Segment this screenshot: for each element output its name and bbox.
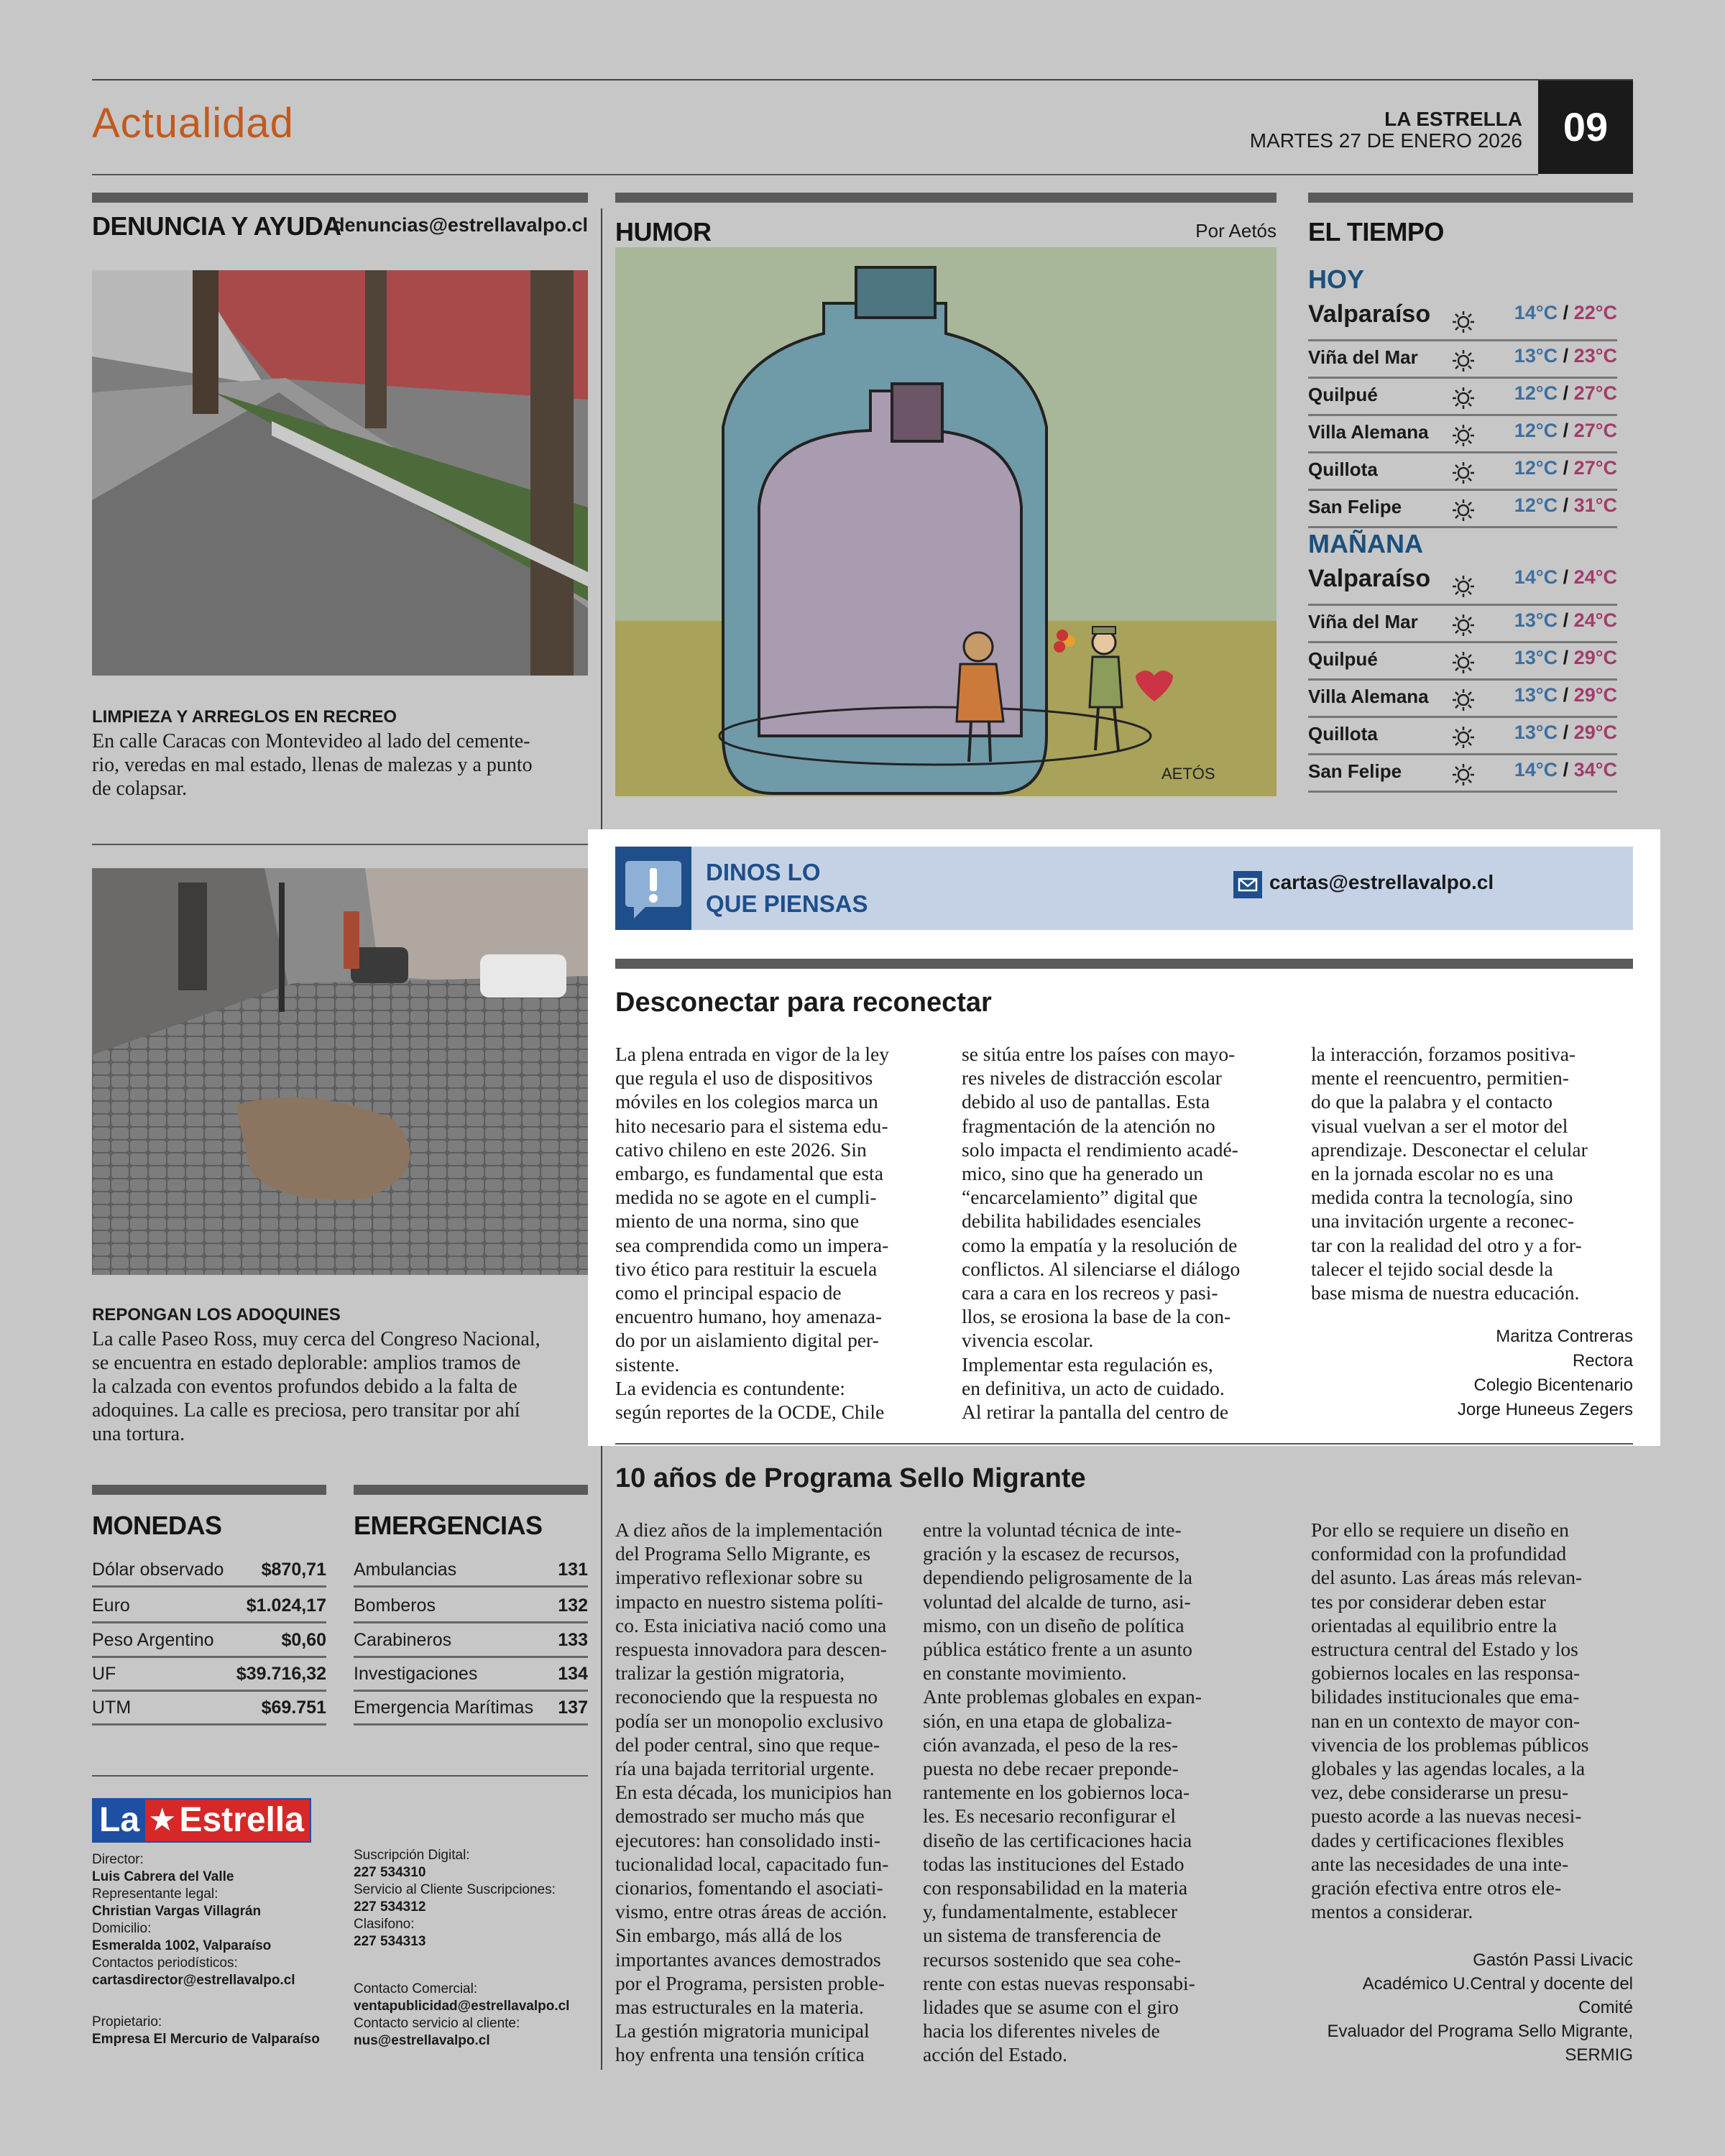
list-item xyxy=(354,1588,588,1623)
item-value: 134 xyxy=(558,1664,588,1684)
weather-city: Villa Alemana xyxy=(1308,421,1429,443)
list-item xyxy=(92,1552,326,1588)
weather-row xyxy=(1308,755,1617,793)
temp-min: 14°C xyxy=(1514,759,1558,780)
masthead-value: Christian Vargas Villagrán xyxy=(92,1904,262,1919)
masthead-label: Clasifono: xyxy=(354,1917,415,1932)
temp-separator: / xyxy=(1563,420,1569,441)
list-item xyxy=(92,1657,326,1692)
sun-icon xyxy=(1452,387,1475,410)
star-icon: ★ xyxy=(145,1800,179,1841)
letter-column: A diez años de la implementación del Programa Sello Migrante, es imperativo reflexionar sobre su impacto en nuestro sistema políti- co. Esta iniciativa nació como una respuesta innovadora para descen- tralizar la gestión migratoria, reconociendo que la respuesta no podía ser un monopolio exclusivo del poder central, sino que reque- ría una bajada territorial urgente. En esta década, los municipios han demostrado ser mucho más que ejecutores: han consolidado insti- tucionalidad local, capacitado fun- cionarios, fomentando el asociati- vismo, entre otras áreas de acción. Sin embargo, más allá de los importantes avances demostrados por el Programa, persisten proble- mas estructurales en la materia. La gestión migratoria municipal hoy enfrenta una tensión crítica xyxy=(615,1519,892,2066)
owner-label: Propietario: xyxy=(92,2014,162,2030)
page-number-box xyxy=(1538,80,1633,174)
weather-today-label: HOY xyxy=(1308,264,1365,294)
item-label: UF xyxy=(92,1664,116,1684)
weather-city: Valparaíso xyxy=(1308,300,1431,328)
weather-row xyxy=(1308,605,1617,643)
temp-separator: / xyxy=(1563,609,1569,631)
temp-min: 13°C xyxy=(1514,684,1558,706)
weather-city: Viña del Mar xyxy=(1308,346,1418,368)
section-bar xyxy=(615,193,1276,203)
weather-row xyxy=(1308,562,1617,606)
masthead-left xyxy=(92,1851,336,1989)
weather-row xyxy=(1308,453,1617,491)
masthead-label: Representante legal: xyxy=(92,1886,218,1902)
temp-min: 12°C xyxy=(1514,494,1558,516)
temp-min: 12°C xyxy=(1514,420,1558,441)
weather-row xyxy=(1308,378,1617,416)
page-number: 09 xyxy=(1563,104,1609,149)
weather-city: Valparaíso xyxy=(1308,565,1431,592)
signature-line: Gastón Passi Livacic xyxy=(1473,1950,1633,1970)
weather-row xyxy=(1308,415,1617,453)
letter-column: La plena entrada en vigor de la ley que regula el uso de dispositivos móviles en los colegios marca un hito necesario para el sistema edu- cativo chileno en este 2026. Sin embargo, es fundamental que esta medida no se agote en el cumpli- miento de una norma, sino que sea comprendida como un impera- tivo ético para restituir la escuela como el principal espacio de encuentro humano, hoy amenaza- do por un aislamiento digital per- sistente. La evidencia es contundente: según reportes de la OCDE, Chile xyxy=(615,1043,889,1424)
temp-separator: / xyxy=(1563,759,1569,780)
item-value: 132 xyxy=(558,1595,588,1616)
temp-min: 14°C xyxy=(1514,566,1558,588)
weather-row xyxy=(1308,680,1617,718)
section-bar xyxy=(1308,193,1633,203)
letter-column: Por ello se requiere un diseño en conformidad con la profundidad del asunto. Las áreas más relevan- tes por considerar deben estar orientadas al equilibrio entre la estructura central del Estado y los gobiernos locales en las responsa- bilidades institucionales que ema- nan en un contexto de mayor con- vivencia de los problemas públicos globales y las agendas locales, a la vez, debe considerarse un presu- puesto acorde a las nuevas necesi- dades y certificaciones flexibles ante las necesidades de una inte- gración efectiva entre otros ele- mentos a considerar. xyxy=(1311,1519,1589,1923)
sun-icon xyxy=(1452,726,1475,749)
signature-line: Comité xyxy=(1578,1998,1633,2017)
temp-max: 27°C xyxy=(1573,420,1617,441)
section-bar xyxy=(354,1485,588,1495)
divider xyxy=(92,1775,588,1777)
temp-min: 13°C xyxy=(1514,647,1558,668)
temp-max: 29°C xyxy=(1573,722,1617,743)
item-value: $0,60 xyxy=(281,1630,326,1650)
estrella-logo xyxy=(92,1798,311,1843)
masthead-value[interactable]: nus@estrellavalpo.cl xyxy=(354,2033,490,2048)
denuncia-item-text: En calle Caracas con Montevideo al lado del cemente- rio, veredas en mal estado, llenas de malezas y a punto de colapsar. xyxy=(92,730,533,800)
temp-min: 14°C xyxy=(1514,302,1558,323)
list-item xyxy=(354,1690,588,1726)
sun-icon xyxy=(1452,461,1475,484)
photo-sidewalk xyxy=(92,270,588,676)
denuncia-item-text: La calle Paseo Ross, muy cerca del Congreso Nacional, se encuentra en estado deplorable: amplios tramos de la calzada con eventos profundos debido a la falta de adoquines. La calle es preciosa, pero transitar por ahí una tortura. xyxy=(92,1328,540,1445)
temp-max: 27°C xyxy=(1573,382,1617,404)
item-value: 131 xyxy=(558,1560,588,1580)
temp-separator: / xyxy=(1563,647,1569,668)
letter-column: la interacción, forzamos positiva- mente el reencuentro, permitien- do que la palabra y el contacto visual vuelvan a ser el motor del aprendizaje. Desconectar el celular en la jornada escolar no es una medida contra la tecnología, sino una invitación urgente a reconec- tar con la realidad del otro y a for- talecer el tejido social desde la base misma de nuestra educación. xyxy=(1311,1043,1588,1304)
photo-cobblestone xyxy=(92,868,588,1275)
letter-column: entre la voluntad técnica de inte- gración y la escasez de recursos, dependiendo peligrosamente de la voluntad del alcalde de turno, asi- mismo, con un diseño de política pública estático frente a un asunto en constante movimiento. Ante problemas globales en expan- sión, en una etapa de globaliza- ción avanzada, el peso de la res- puesta no debe recaer preponde- rantemente en los gobiernos loca- les. Es necesario reconfigurar el diseño de las certificaciones hacia todas las instituciones del Estado con responsabilidad en la materia y, fundamentalmente, establecer un sistema de transferencia de recursos sostenido que sea cohe- rente con estas nuevas responsabi- lidades que se asume con el giro hacia los diferentes niveles de acción del Estado. xyxy=(923,1519,1202,2066)
masthead-label: Contacto Comercial: xyxy=(354,1981,478,1996)
masthead-label: Servicio al Cliente Suscripciones: xyxy=(354,1882,556,1897)
masthead-contacts xyxy=(354,1981,598,2050)
cartoon-signature: AETÓS xyxy=(1162,765,1215,783)
masthead-label: Domicilio: xyxy=(92,1921,152,1936)
section-bar xyxy=(615,959,1633,969)
signature-line: Académico U.Central y docente del xyxy=(1362,1974,1633,1994)
section-title: Actualidad xyxy=(92,100,294,147)
masthead-owner xyxy=(92,2014,336,2048)
masthead-right xyxy=(354,1847,591,1950)
section-bar xyxy=(92,193,588,203)
denuncia-title: DENUNCIA Y AYUDA xyxy=(92,211,341,241)
masthead-value: 227 534312 xyxy=(354,1899,426,1915)
item-value: $1.024,17 xyxy=(246,1595,326,1616)
logo-right: Estrella xyxy=(179,1800,309,1841)
header-rule xyxy=(92,174,1538,175)
masthead-label: Contacto servicio al cliente: xyxy=(354,2016,520,2031)
letter-title: 10 años de Programa Sello Migrante xyxy=(615,1463,1086,1493)
sun-icon xyxy=(1452,688,1475,711)
sun-icon xyxy=(1452,424,1475,447)
item-value: 133 xyxy=(558,1630,588,1650)
item-label: Carabineros xyxy=(354,1630,452,1650)
monedas-title: MONEDAS xyxy=(92,1511,222,1540)
owner-value: Empresa El Mercurio de Valparaíso xyxy=(92,2032,320,2047)
masthead-label: Contactos periodísticos: xyxy=(92,1955,238,1971)
list-item xyxy=(354,1623,588,1658)
weather-title: EL TIEMPO xyxy=(1308,217,1444,247)
masthead-value: 227 534310 xyxy=(354,1865,426,1880)
signature-line: Rectora xyxy=(1572,1351,1633,1370)
item-label: Investigaciones xyxy=(354,1664,478,1684)
weather-row xyxy=(1308,490,1617,528)
temp-min: 13°C xyxy=(1514,609,1558,631)
temp-max: 22°C xyxy=(1573,302,1617,323)
sun-icon xyxy=(1452,763,1475,786)
temp-max: 34°C xyxy=(1573,759,1617,780)
sun-icon xyxy=(1452,614,1475,637)
dinos-email[interactable]: cartas@estrellavalpo.cl xyxy=(1269,871,1494,893)
weather-city: Quillota xyxy=(1308,459,1378,480)
temp-min: 12°C xyxy=(1514,457,1558,479)
masthead-value: 227 534313 xyxy=(354,1934,426,1949)
issue-date: MARTES 27 DE ENERO 2026 xyxy=(1249,129,1522,152)
section-bar xyxy=(92,1485,326,1495)
temp-separator: / xyxy=(1563,494,1569,516)
weather-row xyxy=(1308,341,1617,379)
item-value: $69.751 xyxy=(261,1697,326,1718)
sun-icon xyxy=(1452,575,1475,598)
letter-signature xyxy=(1311,1950,1633,2080)
denuncia-email[interactable]: denuncias@estrellavalpo.cl xyxy=(333,214,588,236)
temp-separator: / xyxy=(1563,684,1569,706)
temp-separator: / xyxy=(1563,566,1569,588)
item-label: UTM xyxy=(92,1697,132,1718)
paper-name: LA ESTRELLA xyxy=(1384,108,1522,130)
list-item xyxy=(92,1588,326,1623)
masthead-label: Director: xyxy=(92,1852,144,1867)
weather-tomorrow-label: MAÑANA xyxy=(1308,529,1423,558)
item-label: Bomberos xyxy=(354,1595,436,1616)
item-value: $39.716,32 xyxy=(236,1664,326,1684)
weather-city: Villa Alemana xyxy=(1308,686,1429,707)
weather-city: Viña del Mar xyxy=(1308,611,1418,632)
weather-city: Quilpué xyxy=(1308,648,1378,670)
letter-title: Desconectar para reconectar xyxy=(615,987,992,1018)
top-rule xyxy=(92,79,1633,80)
temp-separator: / xyxy=(1563,345,1569,367)
list-item xyxy=(92,1623,326,1658)
weather-city: San Felipe xyxy=(1308,496,1402,517)
masthead-label: Suscripción Digital: xyxy=(354,1848,470,1863)
temp-max: 27°C xyxy=(1573,457,1617,479)
temp-max: 29°C xyxy=(1573,647,1617,668)
weather-row xyxy=(1308,298,1617,341)
temp-min: 13°C xyxy=(1514,345,1558,367)
divider xyxy=(92,844,588,845)
sun-icon xyxy=(1452,349,1475,372)
signature-line: Jorge Huneeus Zegers xyxy=(1457,1400,1633,1419)
speech-exclamation-icon xyxy=(615,847,691,930)
humor-byline: Por Aetós xyxy=(1195,220,1276,241)
mail-icon xyxy=(1233,871,1262,898)
dinos-line1: DINOS LO xyxy=(706,859,821,885)
item-label: Peso Argentino xyxy=(92,1630,214,1650)
signature-line: Colegio Bicentenario xyxy=(1473,1376,1633,1395)
list-item xyxy=(354,1552,588,1588)
item-label: Ambulancias xyxy=(354,1560,457,1580)
temp-separator: / xyxy=(1563,382,1569,404)
dinos-icon-box xyxy=(615,847,691,930)
letter-column: se sitúa entre los países con mayo- res niveles de distracción escolar debido al uso de pantallas. Esta fragmentación de la atención no solo impacta el rendimiento acadé- mico, sino que ha generado un “encarcelamiento” digital que debilita habilidades esenciales como la empatía y la resolución de conflictos. Al silenciarse el diálogo cara a cara en los recreos y pasi- llos, se erosiona la base de la con- vivencia escolar. Implementar esta regulación es, en definitiva, un acto de cuidado. Al retirar la pantalla del centro de xyxy=(962,1043,1241,1424)
item-label: Emergencia Marítimas xyxy=(354,1697,534,1718)
humor-title: HUMOR xyxy=(615,217,712,247)
letter-signature xyxy=(1311,1327,1633,1427)
masthead-value: Luis Cabrera del Valle xyxy=(92,1869,234,1884)
masthead-value[interactable]: cartasdirector@estrellavalpo.cl xyxy=(92,1973,295,1988)
masthead-value[interactable]: ventapublicidad@estrellavalpo.cl xyxy=(354,1999,570,2014)
temp-max: 31°C xyxy=(1573,494,1617,516)
temp-separator: / xyxy=(1563,457,1569,479)
weather-city: Quilpué xyxy=(1308,384,1378,405)
list-item xyxy=(354,1657,588,1692)
cartoon-bottles xyxy=(615,247,1276,796)
denuncia-item-title: LIMPIEZA Y ARREGLOS EN RECREO xyxy=(92,707,397,727)
signature-line: Evaluador del Programa Sello Migrante, xyxy=(1327,2022,1633,2041)
denuncia-item-title: REPONGAN LOS ADOQUINES xyxy=(92,1305,341,1325)
item-label: Dólar observado xyxy=(92,1560,224,1580)
weather-city: Quillota xyxy=(1308,723,1378,745)
temp-max: 24°C xyxy=(1573,609,1617,631)
temp-separator: / xyxy=(1563,302,1569,323)
temp-max: 29°C xyxy=(1573,684,1617,706)
sun-icon xyxy=(1452,651,1475,674)
logo-left: La xyxy=(93,1800,145,1841)
weather-city: San Felipe xyxy=(1308,760,1402,782)
weather-row xyxy=(1308,717,1617,755)
divider xyxy=(615,1443,1633,1445)
sun-icon xyxy=(1452,310,1475,333)
item-value: 137 xyxy=(558,1697,588,1718)
emergencias-title: EMERGENCIAS xyxy=(354,1511,543,1540)
temp-min: 13°C xyxy=(1514,722,1558,743)
temp-separator: / xyxy=(1563,722,1569,743)
temp-max: 23°C xyxy=(1573,345,1617,367)
temp-max: 24°C xyxy=(1573,566,1617,588)
item-label: Euro xyxy=(92,1595,130,1616)
item-value: $870,71 xyxy=(261,1560,326,1580)
signature-line: Maritza Contreras xyxy=(1496,1327,1633,1346)
masthead-value: Esmeralda 1002, Valparaíso xyxy=(92,1938,272,1953)
weather-row xyxy=(1308,642,1617,681)
temp-min: 12°C xyxy=(1514,382,1558,404)
sun-icon xyxy=(1452,499,1475,522)
signature-line: SERMIG xyxy=(1565,2045,1633,2065)
dinos-line2: QUE PIENSAS xyxy=(706,890,868,917)
list-item xyxy=(92,1690,326,1726)
dinos-title xyxy=(706,857,868,920)
